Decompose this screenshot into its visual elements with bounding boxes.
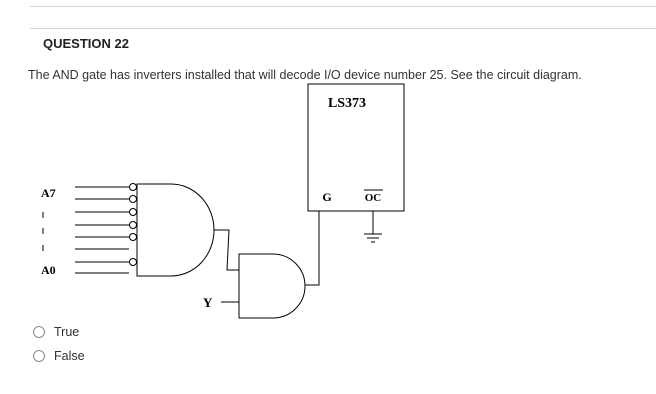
radio-false[interactable] xyxy=(33,350,45,362)
pin-oc-label: OC xyxy=(364,192,382,204)
input-a7-label: A7 xyxy=(41,186,56,200)
option-false[interactable] xyxy=(33,349,85,363)
option-true[interactable] xyxy=(33,325,79,339)
option-false-label: False xyxy=(54,349,85,363)
chip-label: LS373 xyxy=(327,96,367,111)
option-true-label: True xyxy=(54,325,80,339)
g-wire xyxy=(303,211,319,285)
question-title: QUESTION 22 xyxy=(43,36,129,51)
output-y-label: Y xyxy=(203,295,213,310)
and-gate-large xyxy=(137,184,214,276)
pin-g-label: G xyxy=(322,190,332,204)
gate-link-wire xyxy=(214,230,239,270)
address-input-lines xyxy=(75,187,129,273)
input-a0-label: A0 xyxy=(41,263,56,277)
inverter-bubbles xyxy=(130,184,137,266)
radio-true[interactable] xyxy=(33,326,45,338)
and-gate-small xyxy=(239,254,305,318)
question-text: The AND gate has inverters installed that will decode I/O device number 25. See the circuit diagram. xyxy=(28,68,582,82)
